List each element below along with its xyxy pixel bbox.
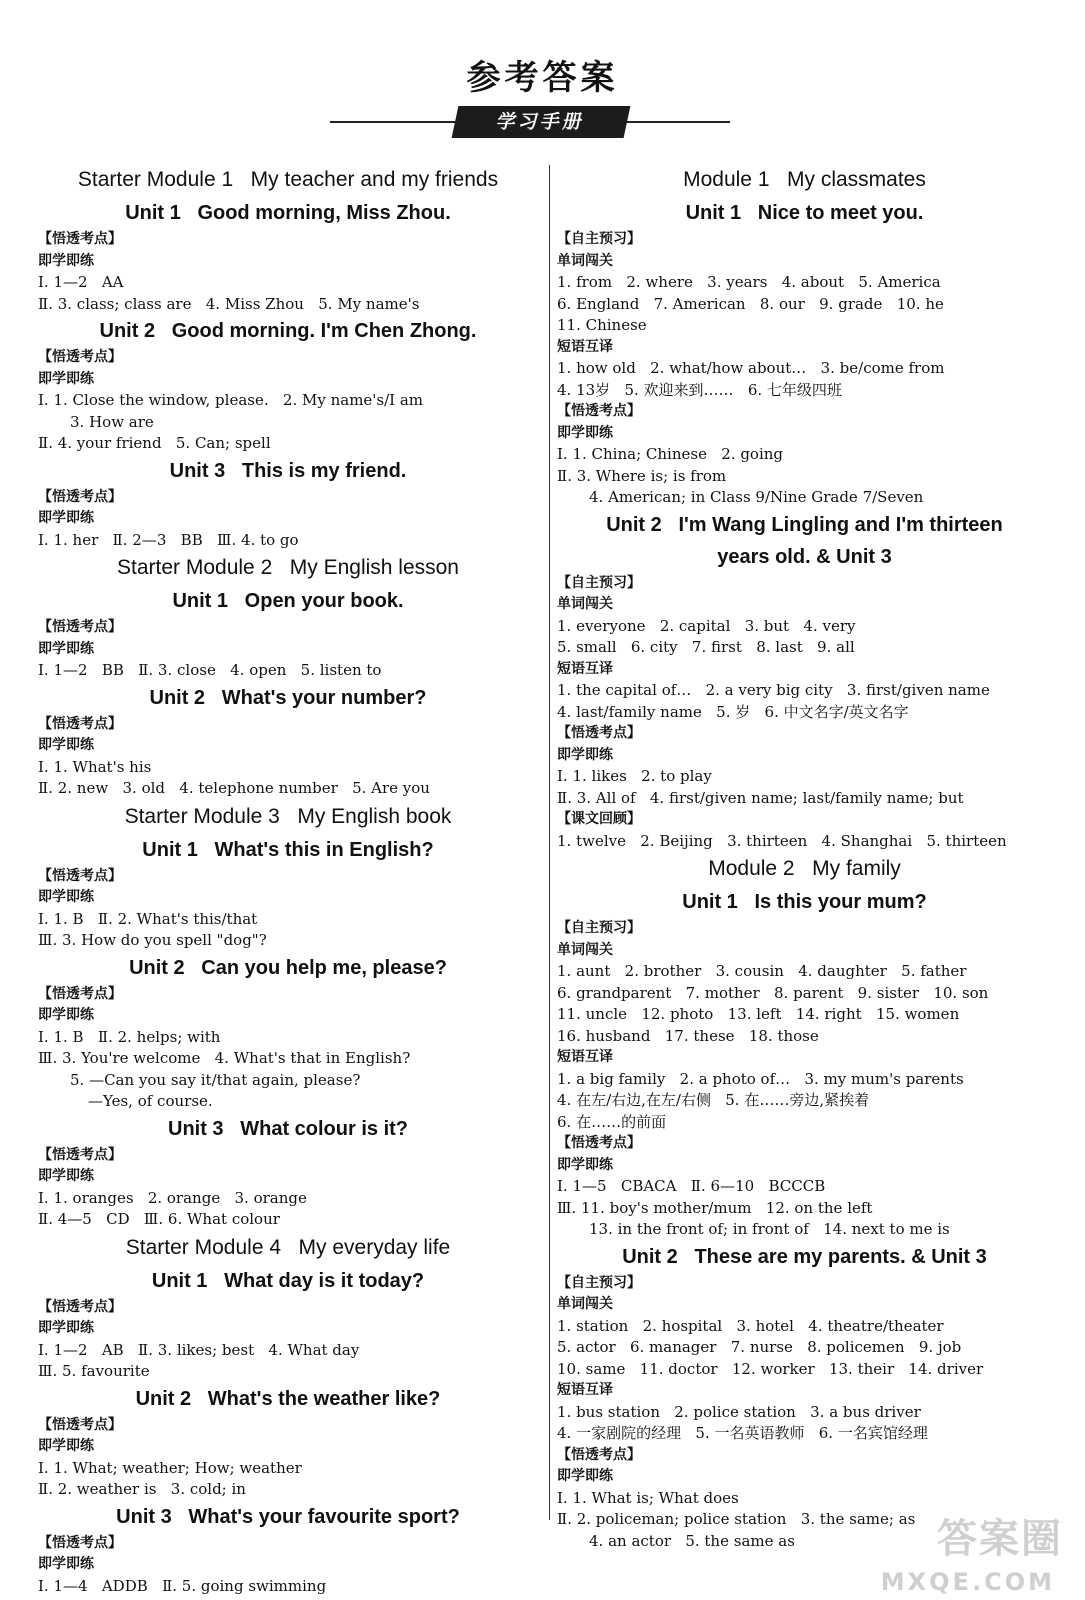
answer-line: Ⅰ. 1—5 CBACA Ⅱ. 6—10 BCCCB: [557, 1177, 826, 1195]
answer-line: 11. Chinese: [557, 316, 647, 334]
answer-line: Ⅲ. 3. You're welcome 4. What's that in English?: [38, 1049, 411, 1067]
banner-line-right: [620, 121, 730, 123]
unit-heading: Unit 1 What's this in English?: [142, 838, 434, 861]
answer-line: 3. How are: [70, 412, 154, 431]
section-label: 【悟透考点】: [38, 715, 122, 732]
answer-line: 4. 一家剧院的经理 5. 一名英语教师 6. 一名宾馆经理: [557, 1424, 928, 1442]
watermark-site: MXQE.COM: [880, 1568, 1055, 1596]
unit-heading: Unit 1 Nice to meet you.: [685, 202, 924, 224]
answer-line: 10. same 11. doctor 12. worker 13. their 14. driver: [557, 1359, 984, 1378]
answer-line: 1. the capital of… 2. a very big city 3. first/given name: [557, 681, 990, 699]
section-label: 【课文回顾】: [557, 811, 641, 827]
section-label: 即学即练: [38, 252, 94, 269]
section-label: 【悟透考点】: [38, 985, 122, 1002]
answer-line: Ⅲ. 5. favourite: [38, 1362, 150, 1380]
answer-line: Ⅰ. 1—2 BB Ⅱ. 3. close 4. open 5. listen to: [38, 661, 382, 679]
answer-line: Ⅱ. 2. weather is 3. cold; in: [38, 1480, 246, 1498]
section-label: 【自主预习】: [557, 231, 641, 247]
answer-line: Ⅰ. 1. her Ⅱ. 2—3 BB Ⅲ. 4. to go: [38, 530, 299, 549]
answer-line: 1. from 2. where 3. years 4. about 5. America: [557, 273, 941, 291]
section-label: 单词闯关: [557, 252, 613, 269]
section-banner: 学习手册: [452, 106, 631, 138]
section-label: 即学即练: [38, 1007, 94, 1023]
section-label: 即学即练: [557, 746, 613, 763]
answer-line: 1. how old 2. what/how about… 3. be/come from: [557, 359, 945, 377]
section-label: 单词闯关: [557, 941, 613, 958]
answer-line: Ⅱ. 3. Where is; is from: [557, 466, 727, 485]
right-column: [557, 163, 1052, 1552]
section-label: 【自主预习】: [557, 920, 641, 936]
answer-line: Ⅰ. 1—2 AA: [38, 273, 124, 291]
module-heading: Module 1 My classmates: [683, 168, 926, 191]
answer-line: 5. —Can you say it/that again, please?: [70, 1070, 361, 1089]
answer-line: 4. American; in Class 9/Nine Grade 7/Seven: [589, 488, 924, 506]
answer-line: 4. an actor 5. the same as: [589, 1531, 795, 1550]
section-label: 【悟透考点】: [557, 403, 641, 419]
section-label: 【悟透考点】: [38, 1298, 122, 1315]
section-label: 即学即练: [38, 370, 94, 387]
answer-line: Ⅰ. 1. What is; What does: [557, 1488, 739, 1507]
section-label: 即学即练: [38, 1168, 94, 1184]
section-label: 【悟透考点】: [38, 1146, 122, 1163]
section-label: 【悟透考点】: [557, 725, 641, 741]
answer-line: Ⅱ. 3. class; class are 4. Miss Zhou 5. My name's: [38, 294, 420, 313]
answer-line: Ⅰ. 1—2 AB Ⅱ. 3. likes; best 4. What day: [38, 1340, 360, 1359]
unit-heading: Unit 1 Is this your mum?: [682, 891, 927, 913]
answer-line: 1. twelve 2. Beijing 3. thirteen 4. Shanghai 5. thirteen: [557, 831, 1007, 850]
unit-heading: Unit 2 What's your number?: [149, 686, 427, 709]
unit-heading: Unit 2 Can you help me, please?: [129, 956, 447, 979]
section-label: 即学即练: [38, 1438, 94, 1454]
section-label: 【自主预习】: [557, 1274, 641, 1291]
answer-line: Ⅰ. 1. Close the window, please. 2. My name's/I am: [38, 391, 424, 409]
answer-line: 1. bus station 2. police station 3. a bus driver: [557, 1402, 921, 1421]
answer-line: 1. everyone 2. capital 3. but 4. very: [557, 616, 856, 635]
module-heading: Starter Module 4 My everyday life: [125, 1235, 451, 1259]
answer-line: Ⅱ. 3. All of 4. first/given name; last/family name; but: [557, 788, 964, 807]
answer-line: Ⅱ. 2. new 3. old 4. telephone number 5. Are you: [38, 779, 430, 797]
unit-heading: years old. & Unit 3: [717, 545, 892, 568]
answer-line: Ⅱ. 4—5 CD Ⅲ. 6. What colour: [38, 1210, 280, 1228]
answer-line: 5. small 6. city 7. first 8. last 9. all: [557, 638, 855, 656]
unit-heading: Unit 3 What colour is it?: [168, 1117, 408, 1140]
answer-line: Ⅲ. 3. How do you spell "dog"?: [38, 931, 267, 949]
answer-line: —Yes, of course.: [88, 1092, 213, 1110]
answer-line: Ⅰ. 1—4 ADDB Ⅱ. 5. going swimming: [38, 1576, 327, 1595]
unit-heading: Unit 1 Good morning, Miss Zhou.: [125, 202, 451, 224]
answer-line: Ⅰ. 1. What's his: [38, 757, 152, 776]
unit-heading: Unit 2 I'm Wang Lingling and I'm thirteen: [606, 513, 1003, 536]
unit-heading: Unit 2 What's the weather like?: [135, 1387, 441, 1410]
section-label: 即学即练: [557, 1468, 613, 1484]
answer-line: 4. last/family name 5. 岁 6. 中文名字/英文名字: [557, 702, 909, 721]
module-heading: Starter Module 1 My teacher and my friends: [77, 168, 499, 191]
answer-line: Ⅰ. 1. B Ⅱ. 2. helps; with: [38, 1027, 221, 1046]
section-label: 【自主预习】: [557, 574, 641, 591]
section-label: 即学即练: [557, 424, 613, 441]
watermark-logo: 答案圈: [937, 1516, 1063, 1562]
page-title: 参考答案: [466, 58, 619, 98]
answer-line: Ⅱ. 4. your friend 5. Can; spell: [38, 434, 271, 452]
module-heading: Module 2 My family: [708, 857, 901, 880]
answer-line: Ⅰ. 1. B Ⅱ. 2. What's this/that: [38, 909, 258, 928]
unit-heading: Unit 1 Open your book.: [172, 590, 404, 612]
answer-line: 5. actor 6. manager 7. nurse 8. policemen 9. job: [557, 1338, 962, 1356]
answer-line: 4. 13岁 5. 欢迎来到…… 6. 七年级四班: [557, 380, 842, 399]
section-label: 即学即练: [38, 640, 94, 657]
answer-line: 1. station 2. hospital 3. hotel 4. theatre/theater: [557, 1316, 944, 1335]
section-label: 短语互译: [557, 1382, 613, 1398]
unit-heading: Unit 2 These are my parents. & Unit 3: [622, 1245, 987, 1268]
section-label: 短语互译: [557, 660, 613, 677]
answer-line: Ⅰ. 1. China; Chinese 2. going: [557, 445, 784, 463]
section-label: 【悟透考点】: [38, 1416, 122, 1433]
unit-heading: Unit 1 What day is it today?: [151, 1269, 425, 1292]
answer-line: Ⅰ. 1. likes 2. to play: [557, 767, 712, 785]
banner-line-left: [330, 121, 460, 123]
section-label: 【悟透考点】: [38, 1534, 122, 1551]
answer-line: 6. grandparent 7. mother 8. parent 9. sister 10. son: [557, 983, 989, 1002]
answer-line: 11. uncle 12. photo 13. left 14. right 15. women: [557, 1005, 960, 1023]
answer-line: 1. aunt 2. brother 3. cousin 4. daughter 5. father: [557, 962, 967, 980]
section-label: 即学即练: [38, 510, 94, 526]
section-label: 【悟透考点】: [38, 488, 122, 505]
answer-line: 4. 在左/右边,在左/右侧 5. 在……旁边,紧挨着: [557, 1091, 870, 1109]
answer-line: 6. England 7. American 8. our 9. grade 10. he: [557, 294, 944, 313]
section-label: 【悟透考点】: [38, 231, 122, 247]
section-label: 即学即练: [38, 737, 94, 753]
answer-line: 6. 在……的前面: [557, 1112, 667, 1131]
module-heading: Starter Module 2 My English lesson: [117, 556, 459, 579]
unit-heading: Unit 3 This is my friend.: [169, 459, 407, 482]
unit-heading: Unit 2 Good morning. I'm Chen Zhong.: [99, 320, 477, 342]
section-label: 【悟透考点】: [38, 619, 122, 635]
section-label: 单词闯关: [557, 596, 613, 612]
answer-line: Ⅱ. 2. policeman; police station 3. the same; as: [557, 1510, 916, 1528]
section-label: 即学即练: [38, 1556, 94, 1572]
section-label: 【悟透考点】: [557, 1446, 641, 1463]
module-heading: Starter Module 3 My English book: [124, 804, 452, 828]
section-label: 短语互译: [557, 1049, 613, 1065]
section-label: 即学即练: [38, 889, 94, 905]
section-label: 【悟透考点】: [38, 867, 122, 884]
section-label: 即学即练: [557, 1156, 613, 1173]
answer-line: Ⅲ. 11. boy's mother/mum 12. on the left: [557, 1198, 873, 1217]
section-label: 单词闯关: [557, 1296, 613, 1312]
section-label: 短语互译: [557, 338, 613, 355]
unit-heading: Unit 3 What's your favourite sport?: [116, 1505, 460, 1528]
answer-line: 13. in the front of; in front of 14. next to me is: [589, 1220, 950, 1238]
column-divider: [549, 165, 550, 1520]
section-label: 【悟透考点】: [38, 349, 122, 365]
section-label: 即学即练: [38, 1320, 94, 1336]
answer-line: Ⅰ. 1. What; weather; How; weather: [38, 1458, 302, 1477]
answer-line: Ⅰ. 1. oranges 2. orange 3. orange: [38, 1188, 307, 1207]
section-label: 【悟透考点】: [557, 1135, 641, 1151]
left-column: [38, 163, 538, 1597]
answer-line: 16. husband 17. these 18. those: [557, 1026, 819, 1045]
answer-line: 1. a big family 2. a photo of… 3. my mum's parents: [557, 1069, 964, 1088]
